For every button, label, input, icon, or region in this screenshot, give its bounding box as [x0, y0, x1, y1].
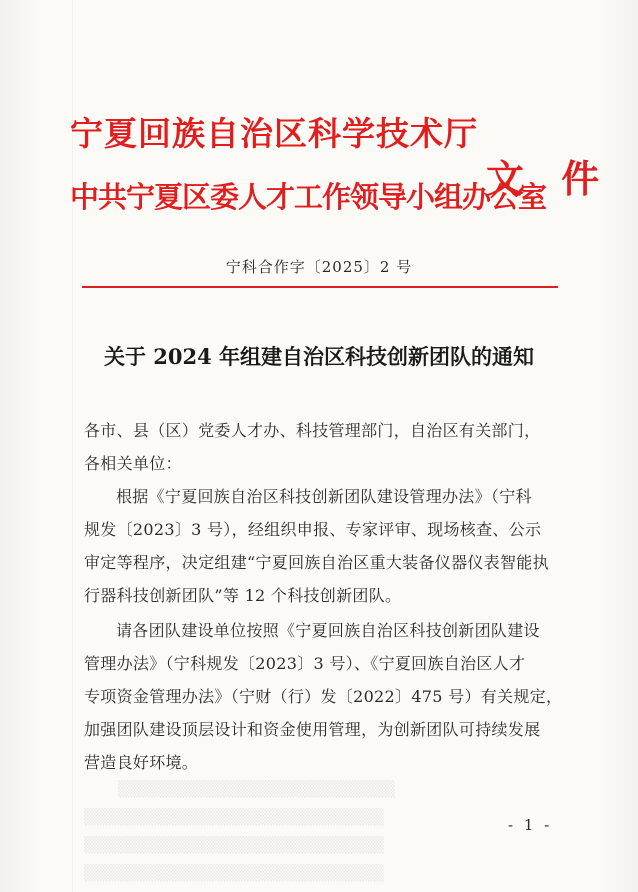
red-separator-line: [82, 286, 558, 288]
body-line: 管理办法》（宁科规发〔2023〕3 号）、《宁夏回族自治区人才: [84, 654, 526, 673]
body-line: 请各团队建设单位按照《宁夏回族自治区科技创新团队建设: [116, 621, 540, 640]
document-title: 关于 2024 年组建自治区科技创新团队的通知: [103, 344, 535, 369]
body-line: 加强团队建设顶层设计和资金使用管理，为创新团队可持续发展: [84, 720, 541, 739]
body-line: 规发〔2023〕3 号），经组织申报、专家评审、现场核查、公示: [84, 520, 542, 539]
bleed-through-text: ▒▒▒▒▒▒▒▒▒▒▒▒▒▒▒▒▒▒▒▒▒▒▒▒▒▒: [84, 836, 384, 854]
body-line: 根据《宁夏回族自治区科技创新团队建设管理办法》（宁科: [116, 487, 532, 506]
bleed-through-text: ▒▒▒▒▒▒▒▒▒▒▒▒▒▒▒▒▒▒▒▒▒▒▒▒▒▒: [84, 864, 384, 882]
document-number: 宁科合作字〔2025〕2 号: [225, 258, 413, 276]
issuer-talent-office: 中共宁夏区委人才工作领导小组办公室: [70, 180, 547, 214]
body-line: 各市、县（区）党委人才办、科技管理部门，自治区有关部门，: [84, 421, 541, 440]
page-number: - 1 -: [508, 816, 553, 834]
document-word: 文 件: [486, 156, 612, 201]
body-line: 行器科技创新团队”等 12 个科技创新团队。: [84, 586, 402, 605]
issuer-science-technology-department: 宁夏回族自治区科学技术厅: [70, 114, 478, 153]
body-line: 营造良好环境。: [84, 753, 199, 772]
body-line: 专项资金管理办法》（宁财（行）发〔2022〕475 号）有关规定，: [84, 687, 563, 706]
bleed-through-text: ▒▒▒▒▒▒▒▒▒▒▒▒▒▒▒▒▒▒▒▒▒▒▒▒▒▒: [84, 808, 384, 826]
body-line: 审定等程序，决定组建“宁夏回族自治区重大装备仪器仪表智能执: [84, 553, 549, 572]
body-line: 各相关单位：: [84, 454, 182, 473]
bleed-through-text: ▒▒▒▒▒▒▒▒▒▒▒▒▒▒▒▒▒▒▒▒▒▒▒▒: [118, 780, 395, 798]
